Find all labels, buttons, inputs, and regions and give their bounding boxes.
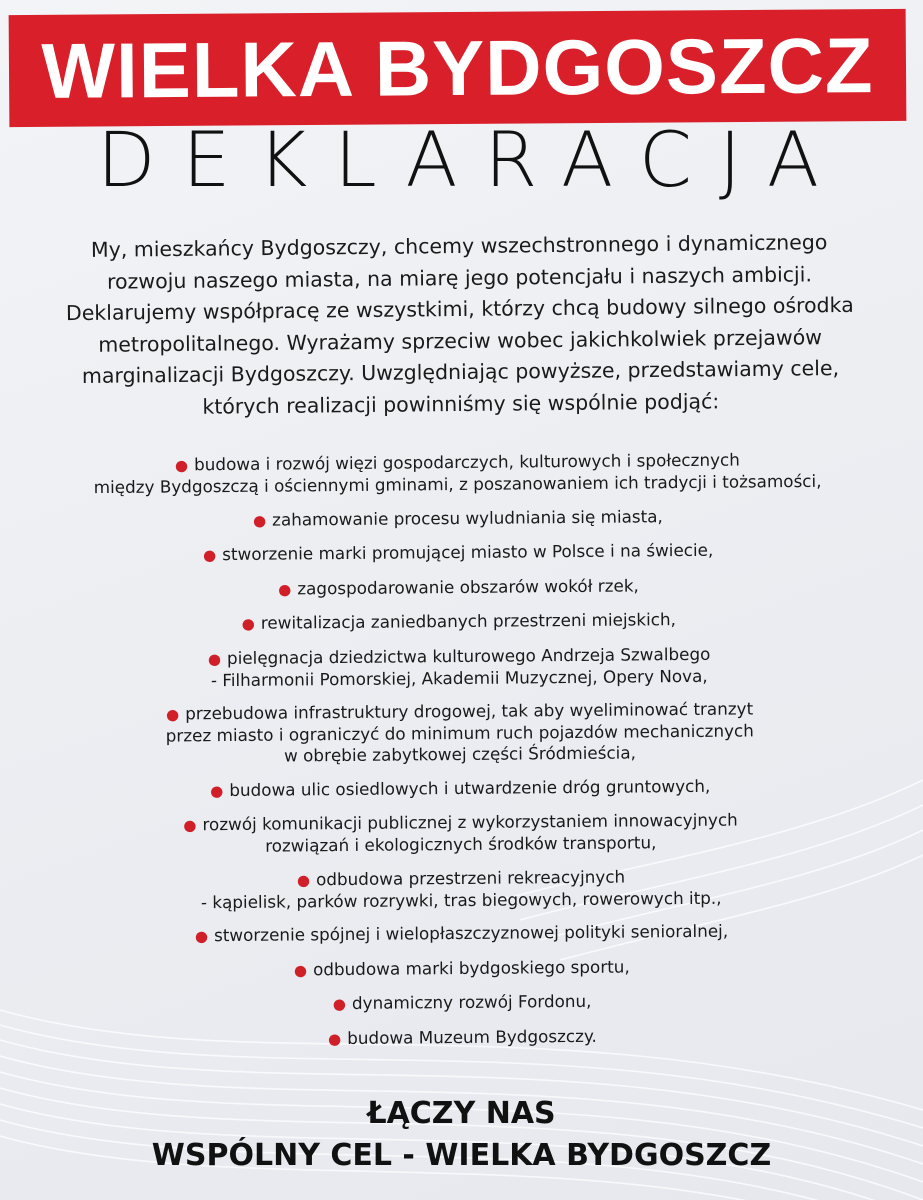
- intro-line: Deklarujemy współpracę ze wszystkimi, którzy chcą budowy silnego ośrodka: [65, 292, 854, 326]
- goal-text: między Bydgoszczą i ościennymi gminami, z poszanowaniem ich tradycji i tożsamości,: [93, 470, 822, 498]
- closing-line: ŁĄCZY NAS: [367, 1096, 556, 1131]
- goal-text: rewitalizacja zaniedbanych przestrzeni miejskich,: [260, 609, 676, 633]
- goal-item: [38, 504, 878, 533]
- intro-paragraph: [39, 227, 881, 425]
- goal-text: rozwój komunikacji publicznej z wykorzystaniem innowacyjnych: [202, 809, 738, 835]
- goal-text: zahamowanie procesu wyludniania się miasta,: [272, 505, 663, 530]
- bullet-icon: ●: [332, 995, 347, 1014]
- goal-item: [40, 697, 881, 768]
- goal-text: - kąpielisk, parków rozrywki, tras biegowych, rowerowych itp.,: [200, 887, 722, 912]
- goal-text: budowa ulic osiedlowych i utwardzenie dróg gruntowych,: [229, 775, 711, 800]
- goal-item: [42, 954, 882, 983]
- intro-line: marginalizacji Bydgoszczy. Uwzględniając powyższe, przedstawiamy cele,: [81, 356, 840, 388]
- intro-line: rozwoju naszego miasta, na miarę jego potencjału i naszych ambicji.: [106, 261, 813, 294]
- goal-item: [42, 1023, 882, 1052]
- goal-text: - Filharmonii Pomorskiej, Akademii Muzycznej, Opery Nova,: [210, 665, 708, 690]
- closing-slogan: [0, 1093, 923, 1177]
- goal-text: budowa Muzeum Bydgoszczy.: [347, 1025, 597, 1048]
- document-subtitle: DEKLARACJA: [97, 115, 846, 204]
- closing-line: WSPÓLNY CEL - WIELKA BYDGOSZCZ: [151, 1138, 772, 1173]
- goal-text: stworzenie spójnej i wielopłaszczyznowej polityki senioralnej,: [213, 920, 729, 946]
- goal-text: pielęgnacja dziedzictwa kulturowego Andrzeja Szwalbego: [226, 643, 711, 668]
- goal-text: przez miasto i ograniczyć do minimum ruch pojazdów mechanicznych: [165, 720, 754, 746]
- goal-text: przebudowa infrastruktury drogowej, tak aby wyeliminować tranzyt: [185, 698, 754, 724]
- bullet-icon: ●: [296, 870, 311, 889]
- bullet-icon: ●: [293, 960, 308, 979]
- bullet-icon: ●: [241, 614, 255, 633]
- goal-item: [42, 988, 882, 1017]
- goal-text: odbudowa marki bydgoskiego sportu,: [312, 956, 630, 979]
- bullet-icon: ●: [203, 546, 217, 565]
- bullet-icon: ●: [174, 456, 189, 475]
- goals-list: [37, 448, 882, 1064]
- bullet-icon: ●: [278, 579, 292, 599]
- goal-item: [41, 808, 881, 858]
- intro-line: My, mieszkańcy Bydgoszczy, chcemy wszechstronnego i dynamicznego: [90, 230, 828, 262]
- goal-text: odbudowa przestrzeni rekreacyjnych: [315, 866, 626, 889]
- bullet-icon: ●: [194, 927, 209, 946]
- goal-item: [39, 607, 879, 636]
- goal-item: [41, 919, 881, 948]
- goal-item: [38, 538, 878, 567]
- goal-text: budowa i rozwój więzi gospodarczych, kulturowych i społecznych: [193, 449, 740, 475]
- goal-text: stworzenie marki promującej miasto w Polsce i na świecie,: [222, 539, 714, 565]
- bullet-icon: ●: [252, 511, 267, 530]
- intro-line: których realizacji powinniśmy się wspólnie podjąć:: [202, 388, 720, 419]
- goal-item: [37, 448, 877, 498]
- bullet-icon: ●: [183, 816, 197, 835]
- goal-text: dynamiczny rozwój Fordonu,: [351, 990, 592, 1013]
- title-banner: [9, 9, 907, 127]
- goal-text: rozwiązań i ekologicznych środków transportu,: [265, 832, 657, 856]
- goal-item: [39, 642, 879, 692]
- goal-item: [38, 573, 878, 602]
- goal-item: [41, 864, 881, 914]
- intro-line: metropolitalnego. Wyrażamy sprzeciw wobec jakichkolwiek przejawów: [98, 324, 823, 357]
- banner-title: WIELKA BYDGOSZCZ: [41, 21, 874, 115]
- bullet-icon: ●: [166, 705, 180, 724]
- bullet-icon: ●: [210, 781, 224, 800]
- bullet-icon: ●: [207, 649, 222, 668]
- goal-text: zagospodarowanie obszarów wokół rzek,: [297, 574, 639, 598]
- goal-item: [40, 774, 880, 803]
- bullet-icon: ●: [328, 1029, 342, 1048]
- goal-text: w obrębie zabytkowej części Śródmieścia,: [283, 742, 636, 766]
